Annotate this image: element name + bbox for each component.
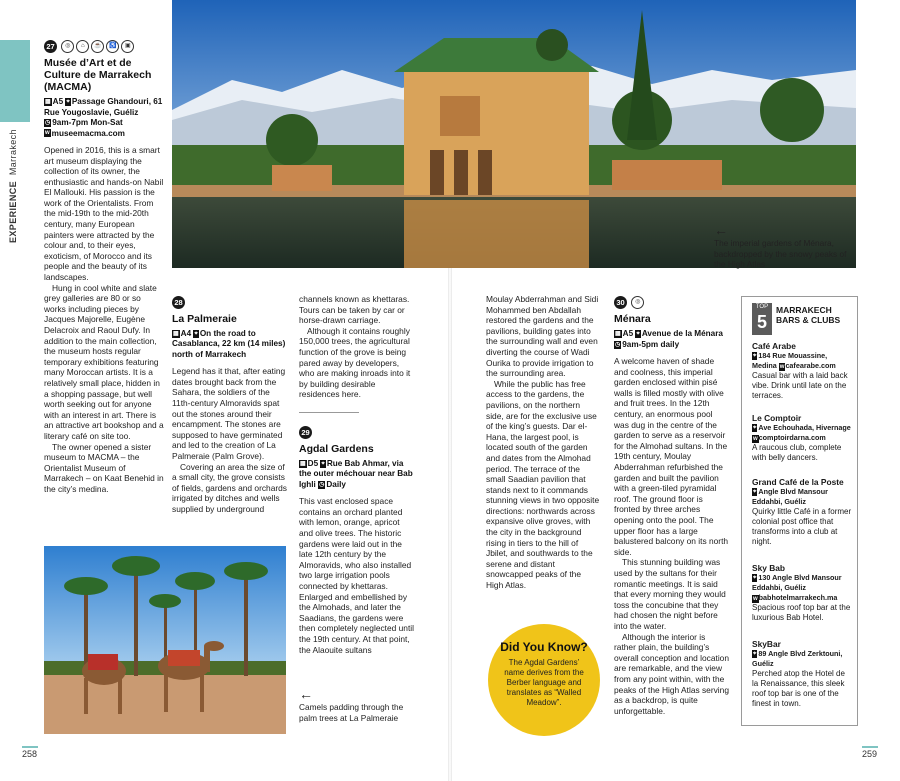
bar-web[interactable]: babhotelmarrakech.ma: [758, 593, 838, 603]
top5-heading: [776, 305, 840, 325]
arrow-left-icon: ←: [299, 686, 313, 702]
bar-address: Ave Echouhada, Hivernage: [758, 423, 851, 432]
shop-icon: ⌂: [76, 40, 89, 53]
address-icon: ⌖: [753, 424, 757, 431]
menara-para-1: A welcome haven of shade and coolness, this imperial garden enclosed within pisé walls is filled mostly with olive and fruit trees. In the 12th century, an enormous pool was dug in the centre of the garden to serve as a reservoir for the Almohad sultans. In the 19th century, Moulay Abderrahman refurbished the garden and built the pavilion with a green-tiled pyramidal roof. The ground floor is fronted by three arches opening onto the pool. The upper floor has a large balustered balcony on its north side.: [614, 356, 729, 557]
agdal-cont-2: While the public has free access to the gardens, the pavilions, on the northern side, are for the exclusive use of the king’s guests. Dar el-Hana, the largest pool, is located south of the garden and dates from the Almohad period. The terrace of the small Saadian pavilion that stands next to it commands stunning views in two opposite directions: northwards across expansive olive groves, with the city in the background rising in tiers to the hill of Jbilet, and southwards to the serene and distant snowcapped peaks of the High Atlas.: [486, 378, 600, 591]
address-icon: ⌖: [753, 488, 757, 495]
menara-entry: [614, 296, 729, 716]
book-icon: ▣: [121, 40, 134, 53]
bar-address: 184 Rue Mouassine, Medina: [752, 351, 828, 371]
menara-info: [614, 329, 729, 350]
web-icon: w: [45, 130, 50, 137]
palmeraie-grid: A4: [180, 329, 192, 338]
web-icon: w: [753, 436, 758, 443]
palmeraie-cont-1: channels known as khettaras. Tours can be taken by car or horse-drawn carriage.: [299, 294, 410, 326]
bar-name: Café Arabe: [752, 341, 796, 351]
bar-item: [752, 413, 852, 463]
map-icon: ▦: [615, 331, 621, 338]
macma-entry: [44, 40, 164, 495]
bar-item: [752, 341, 852, 401]
section-label-city: Marrakech: [8, 129, 18, 176]
bar-description: A raucous club, complete with belly dancers.: [752, 443, 842, 463]
agdal-entry: [299, 426, 414, 655]
agdal-info: [299, 459, 414, 490]
camels-caption: [299, 688, 409, 723]
address-icon: ⌖: [321, 460, 325, 467]
palmeraie-para-2: Covering an area the size of a small city, the grove consists of fields, gardens and orchards irrigated by ditches and wells supplied by underground: [172, 461, 287, 514]
accessibility-icon: ♿: [106, 40, 119, 53]
top-caption-text: The imperial gardens of Ménara, backdropped by the snowy peaks of the High Atlas: [714, 238, 847, 269]
palmeraie-para-1: Legend has it that, after eating dates brought back from the Sahara, the soldiers of the 11th-century Almoravids spat out the stones around their encampment. The stones are supposed to have germinated and led to the creation of La Palmeraie (Palm Grove).: [172, 366, 286, 461]
entry-number-30: 30: [614, 296, 627, 309]
camels-caption-text: Camels padding through the palm trees at La Palmeraie: [299, 702, 404, 723]
did-you-know-box: [488, 624, 600, 736]
agdal-cont-1: Moulay Abderrahman and Sidi Mohammed ben Abdallah restored the gardens and the pavilions, building gates into the surrounding wall and even diverting the course of Wadi Ourika to provide irrigation to the surrounding area.: [486, 294, 599, 379]
top5-bars-box: [741, 296, 858, 726]
palmeraie-cont-2: Although it contains roughly 150,000 trees, the agricultural function of the grove is being pared away by developers, who are making inroads into it by building desirable residences here.: [299, 325, 411, 400]
entry-number-27: 27: [44, 40, 57, 53]
macma-para-1: Opened in 2016, this is a smart art museum displaying the collection of its owner, the enthusiastic and hands-on Nabil El Mallouki. His passion is the work of the Orientalists. From the mid-19th to the mid-20th century, many European painters were attracted by the colour and, to their eyes, exoticism, of Morocco and its people and the beauty of its landscapes.: [44, 144, 164, 283]
palmeraie-title: La Palmeraie: [172, 313, 237, 325]
macma-grid: A5: [52, 97, 64, 107]
macma-web[interactable]: museemacma.com: [51, 128, 125, 138]
menara-para-3: Although the interior is rather plain, the building’s overall conception and location are remarkable, and the view from any point within, with the peaks of the High Atlas serving as a backdrop, is quite unforgettable.: [614, 631, 730, 716]
top5-heading-line1: MARRAKECH: [776, 305, 832, 315]
macma-address: Passage Ghandouri, 61 Rue Yougoslavie, Guéliz: [44, 97, 163, 117]
clock-icon: ◷: [615, 341, 621, 348]
bar-web[interactable]: comptoirdarna.com: [758, 433, 826, 443]
agdal-hours: Daily: [326, 479, 346, 489]
address-icon: ⌖: [636, 331, 640, 338]
did-you-know-text: The Agdal Gardens’ name derives from the Berber language and translates as “Walled Meadow”.: [504, 658, 584, 707]
page-number-marker-left: [22, 746, 38, 748]
menara-hours: 9am-5pm daily: [622, 339, 680, 349]
bar-description: Spacious roof top bar at the luxurious Bab Hotel.: [752, 603, 851, 623]
agdal-grid: D5: [307, 459, 319, 468]
palmeraie-location: On the road to Casablanca, 22 km (14 miles) north of Marrakech: [172, 329, 286, 359]
clock-icon: ◷: [45, 119, 51, 126]
page-number-left: 258: [22, 749, 38, 759]
menara-grid: A5: [622, 329, 634, 339]
pin-icon: ◎: [61, 40, 74, 53]
menara-para-2: This stunning building was used by the sultans for their romantic meetings. It is said that every morning they would toss the concubine that they had chosen the night before into the water.: [614, 557, 726, 631]
bar-name: Sky Bab: [752, 563, 786, 573]
address-icon: ⌖: [753, 574, 757, 581]
entry-number-28: 28: [172, 296, 185, 309]
top5-badge: [752, 303, 772, 335]
web-icon: w: [753, 596, 758, 603]
camels-photo: [44, 546, 286, 734]
section-label-experience: EXPERIENCE: [8, 180, 18, 243]
top5-badge-label: TOP: [755, 304, 769, 310]
address-icon: ⌖: [194, 330, 198, 337]
top5-heading-line2: BARS & CLUBS: [776, 315, 841, 325]
section-label: [6, 125, 24, 245]
map-icon: ▦: [300, 460, 306, 467]
agdal-continued: [486, 294, 600, 591]
entry-number-29: 29: [299, 426, 312, 439]
bar-description: Quirky little Café in a former colonial post office that transforms into a club at night.: [752, 507, 852, 547]
bar-web[interactable]: cafearabe.com: [785, 361, 836, 371]
bar-item: [752, 477, 852, 547]
top5-badge-number: 5: [756, 312, 767, 332]
clock-icon: ◷: [319, 481, 325, 488]
palmeraie-info: [172, 329, 287, 360]
map-icon: ▦: [173, 330, 179, 337]
macma-para-2: Hung in cool white and slate grey galleries are 80 or so works including pieces by Jacques Majorelle, Eugène Delacroix and Raoul Dufy. In addition to the main collection, the museum hosts regular temporary exhibitions featuring many Moroccan artists. It is a relatively small place, hidden in a shopping passage, but well worth seeking out for anyone with an interest in art. There is an attractive art bookshop and a literary café on site too.: [44, 282, 164, 441]
address-icon: ⌖: [66, 99, 70, 106]
page-number-right: 259: [862, 749, 878, 759]
bar-address: Angle Blvd Mansour Eddahbi, Guéliz: [752, 487, 828, 507]
bar-name: Grand Café de la Poste: [752, 477, 844, 487]
menara-title: Ménara: [614, 313, 651, 326]
web-icon: w: [779, 364, 785, 371]
agdal-location: Rue Bab Ahmar, via the outer méchouar near Bab Ighli: [299, 459, 413, 489]
pin-icon: ◎: [631, 296, 644, 309]
palmeraie-entry: [172, 296, 287, 515]
camels-illustration: [44, 546, 286, 734]
macma-hours: 9am-7pm Mon-Sat: [52, 118, 123, 128]
bar-name: Le Comptoir: [752, 413, 802, 423]
did-you-know-title: Did You Know?: [500, 640, 588, 654]
agdal-para-1: This vast enclosed space contains an orchard planted with lemon, orange, apricot and olive trees. The historic gardens were laid out in the late 12th century by the Almoravids, who also installed two large irrigation pools connected by khettaras. Enlarged and embellished by the Almohads, and later the Saadians, the gardens were then completely neglected until the 19th century. At that point, the Alaouite sultans: [299, 496, 414, 655]
address-icon: ⌖: [753, 650, 757, 657]
cafe-icon: ☕: [91, 40, 104, 53]
macma-info: [44, 97, 164, 139]
top-photo-caption: [714, 224, 854, 270]
bar-item: [752, 639, 852, 709]
bar-address: 130 Angle Blvd Mansour Eddahbi, Guéliz: [752, 573, 842, 593]
bar-item: [752, 563, 852, 623]
address-icon: ⌖: [753, 352, 757, 359]
bar-name: SkyBar: [752, 639, 781, 649]
bar-description: Casual bar with a laid back vibe. Drink until late on the terraces.: [752, 371, 848, 401]
palmeraie-continued: [299, 294, 411, 400]
divider: [299, 412, 359, 413]
page-number-marker-right: [862, 746, 878, 748]
macma-title: Musée d’Art et de Culture de Marrakech (MACMA): [44, 57, 152, 94]
menara-location: Avenue de la Ménara: [641, 329, 723, 339]
bar-address: 89 Angle Blvd Zerktouni, Guéliz: [752, 649, 843, 669]
agdal-title: Agdal Gardens: [299, 443, 374, 455]
arrow-left-icon: ←: [714, 222, 728, 238]
section-color-tab: [0, 40, 30, 122]
map-icon: ▦: [45, 99, 51, 106]
macma-para-3: The owner opened a sister museum to MACMA – the Orientalist Museum of Marrakech – on Kaat Benehid in the city’s medina.: [44, 441, 164, 494]
bar-description: Perched atop the Hotel de la Renaissance, this sleek roof top bar is one of the finest in town.: [752, 669, 845, 709]
